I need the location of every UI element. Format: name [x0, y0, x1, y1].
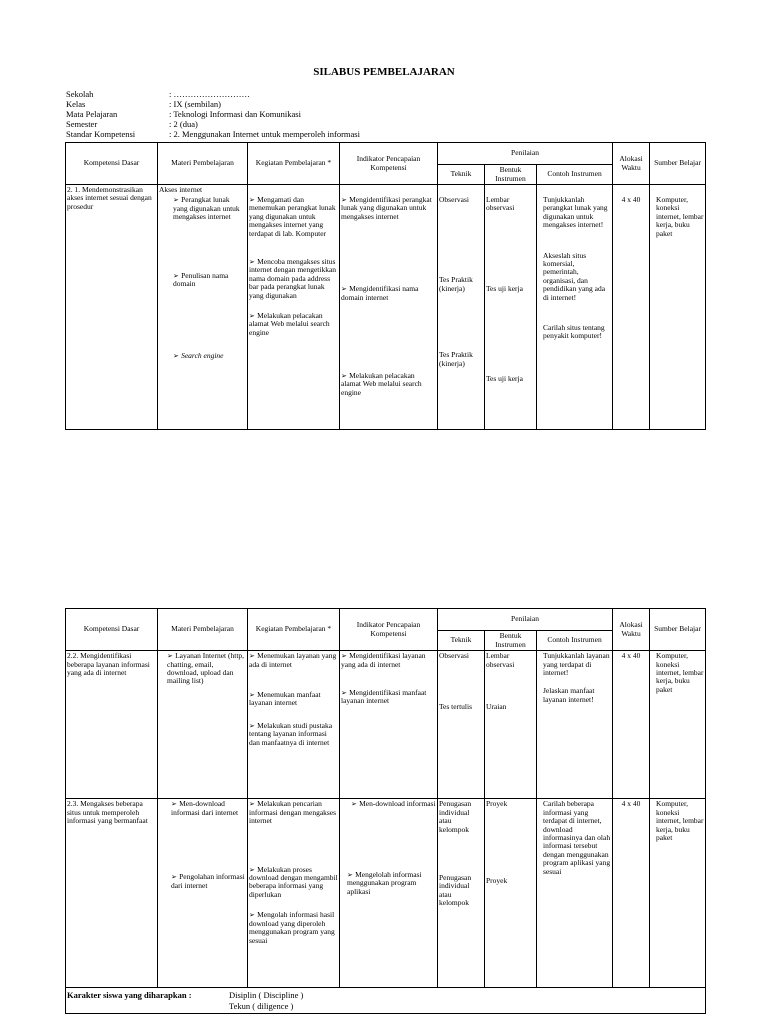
list-item: ➢ Melakukan pencarian informasi dengan mengakses internet: [249, 799, 337, 826]
syllabus-table-2: [65, 608, 706, 1014]
t2-r1-indikator: [340, 651, 438, 799]
t2-r2-sumber: Komputer, koneksi internet, lembar kerja, buku paket: [650, 799, 706, 987]
header-indikator: Indikator Pencapaian Kompetensi: [340, 609, 438, 651]
meta-semester: Semester : 2 (dua): [66, 119, 198, 129]
header-bentuk: Bentuk Instrumen: [485, 631, 537, 651]
list-item: ➢ Men-download informasi dari internet: [171, 799, 239, 817]
meta-sekolah: Sekolah : ………………………: [66, 89, 250, 99]
header-kd: Kompetensi Dasar: [66, 609, 158, 651]
list-item: ➢ Mengidentifikasi perangkat lunak yang digunakan untuk mengakses internet: [341, 195, 432, 221]
list-item: ➢ Mengidentifikasi layanan yang ada di internet: [341, 651, 426, 669]
arrow-bullet-icon: ➢: [341, 652, 350, 661]
syllabus-table-1: [65, 142, 706, 430]
header-kegiatan: Kegiatan Pembelajaran *: [248, 609, 340, 651]
list-item: ➢ Search engine: [173, 351, 224, 361]
t1-contoh: Tunjukkanlah perangkat lunak yang digunakan untuk mengakses internet! Akseslah situs komersial, pemerintah, organisasi, dan pendidikan yang ada di internet! Carilah situs tentang penyakit komputer!: [537, 185, 613, 430]
arrow-bullet-icon: ➢: [341, 372, 350, 381]
meta-mapel: Mata Pelajaran : Teknologi Informasi dan Komunikasi: [66, 109, 301, 119]
t1-teknik: Observasi Tes Praktik (kinerja) Tes Praktik (kinerja): [438, 185, 485, 430]
t2-r2-contoh: Carilah beberapa informasi yang terdapat di internet, download informasinya dan olah informasi tersebut dengan menggunakan program aplikasi yang sesuai: [537, 799, 613, 987]
list-item: ➢ Mengidentifikasi manfaat layanan internet: [341, 687, 427, 706]
arrow-bullet-icon: ➢: [249, 258, 258, 267]
arrow-bullet-icon: ➢: [173, 352, 182, 361]
arrow-bullet-icon: ➢: [249, 196, 258, 204]
list-item: ➢ Layanan Internet (http, chatting, email, download, upload dan mailing list): [167, 651, 245, 686]
t1-materi: Akses internet ➢ Perangkat lunak yang digunakan untuk mengakses internet ➢ Penulisan nama domain ➢ Search engine: [158, 185, 248, 430]
arrow-bullet-icon: ➢: [347, 870, 356, 879]
list-item: ➢ Mengelolah informasi menggunakan program aplikasi: [347, 869, 422, 896]
header-sumber: Sumber Belajar: [650, 143, 706, 185]
list-item: ➢ Mencoba mengakses situs internet dengan mengetikkan nama domain pada address bar pada perangkat lunak yang digunakan: [249, 257, 337, 300]
arrow-bullet-icon: ➢: [249, 721, 258, 730]
header-teknik: Teknik: [438, 165, 485, 185]
meta-block: [66, 89, 360, 139]
t2-r1-kegiatan: [248, 651, 340, 799]
arrow-bullet-icon: ➢: [249, 690, 258, 699]
t2-r2-indikator: [340, 799, 438, 987]
karakter-item: Disiplin ( Discipline ): [229, 989, 304, 1000]
list-item: ➢ Men-download informasi: [351, 799, 436, 809]
arrow-bullet-icon: ➢: [249, 911, 258, 920]
page-title: SILABUS PEMBELAJARAN: [313, 66, 455, 78]
list-item: ➢ Pengolahan informasi dari internet: [171, 872, 245, 890]
header-bentuk: Bentuk Instrumen: [485, 165, 537, 185]
list-item: ➢ Penulisan nama domain: [173, 270, 229, 289]
header-sumber: Sumber Belajar: [650, 609, 706, 651]
arrow-bullet-icon: ➢: [167, 652, 176, 661]
arrow-bullet-icon: ➢: [249, 865, 258, 874]
t2-r1-contoh: Tunjukkanlah layanan yang terdapat di internet! Jelaskan manfaat layanan internet!: [537, 651, 613, 799]
list-item: ➢ Mengidentifikasi nama domain internet: [341, 284, 419, 302]
arrow-bullet-icon: ➢: [341, 285, 350, 294]
t2-r1-alokasi: 4 x 40: [613, 651, 650, 799]
arrow-bullet-icon: ➢: [341, 688, 350, 697]
arrow-bullet-icon: ➢: [351, 800, 360, 809]
header-materi: Materi Pembelajaran: [158, 609, 248, 651]
t1-kd: 2. 1. Mendemonstrasikan akses internet sesuai dengan prosedur: [66, 185, 158, 430]
karakter-item: Tekun ( diligence ): [229, 1000, 294, 1011]
arrow-bullet-icon: ➢: [173, 196, 182, 205]
t2-r2-teknik: Penugasan individual atau kelompok Penugasan individual atau kelompok: [438, 799, 485, 987]
list-item: ➢ Mengolah informasi hasil download yang diperoleh menggunakan program yang sesuai: [249, 910, 335, 945]
arrow-bullet-icon: ➢: [341, 196, 350, 204]
header-alokasi: Alokasi Waktu: [613, 609, 650, 651]
header-contoh: Contoh Instrumen: [537, 165, 613, 185]
header-indikator: Indikator Pencapaian Kompetensi: [340, 143, 438, 185]
list-item: ➢ Menemukan layanan yang ada di internet: [249, 651, 337, 669]
karakter-label: Karakter siswa yang diharapkan :: [67, 989, 192, 1000]
list-item: ➢ Melakukan pelacakan alamat Web melalui search engine: [341, 371, 422, 397]
header-materi: Materi Pembelajaran: [158, 143, 248, 185]
list-item: ➢ Perangkat lunak yang digunakan untuk mengakses internet: [173, 195, 240, 222]
footer-row: [66, 987, 706, 1013]
t2-r2-alokasi: 4 x 40: [613, 799, 650, 987]
t2-r2-bentuk: Proyek Proyek: [485, 799, 537, 987]
arrow-bullet-icon: ➢: [171, 800, 180, 809]
header-kegiatan: Kegiatan Pembelajaran *: [248, 143, 340, 185]
t2-r1-sumber: Komputer, koneksi internet, lembar kerja, buku paket: [650, 651, 706, 799]
arrow-bullet-icon: ➢: [249, 312, 258, 321]
table-row: [66, 651, 706, 799]
list-item: ➢ Menemukan manfaat layanan internet: [249, 689, 321, 708]
t2-footer: [66, 987, 706, 1013]
list-item: ➢ Melakukan proses download dengan mengambil beberapa informasi yang diperlukan: [249, 864, 338, 899]
t2-r2-kegiatan: [248, 799, 340, 987]
t1-kegiatan: [248, 185, 340, 430]
arrow-bullet-icon: ➢: [249, 800, 258, 809]
t1-alokasi: 4 x 40: [613, 185, 650, 430]
arrow-bullet-icon: ➢: [249, 652, 258, 661]
t2-r1-teknik: Observasi Tes tertulis: [438, 651, 485, 799]
t1-indikator: [340, 185, 438, 430]
header-contoh: Contoh Instrumen: [537, 631, 613, 651]
list-item: ➢ Melakukan pelacakan alamat Web melalui search engine: [249, 311, 330, 337]
meta-kelas: Kelas : IX (sembilan): [66, 99, 221, 109]
meta-sk: Standar Kompetensi : 2. Menggunakan Internet untuk memperoleh informasi: [66, 129, 360, 139]
header-alokasi: Alokasi Waktu: [613, 143, 650, 185]
arrow-bullet-icon: ➢: [173, 271, 182, 280]
list-item: ➢ Mengamati dan menemukan perangkat lunak yang digunakan untuk mengakses internet yang terdapat di lab. Komputer: [249, 195, 336, 238]
header-kd: Kompetensi Dasar: [66, 143, 158, 185]
header-teknik: Teknik: [438, 631, 485, 651]
header-penilaian: Penilaian: [438, 143, 613, 165]
t2-r2-kd: 2.3. Mengakses beberapa situs untuk memperoleh informasi yang bermanfaat: [66, 799, 158, 987]
t2-r1-materi: [158, 651, 248, 799]
header-penilaian: Penilaian: [438, 609, 613, 631]
list-item: ➢ Melakukan studi pustaka tentang layanan informasi dan manfaatnya di internet: [249, 720, 333, 747]
arrow-bullet-icon: ➢: [171, 873, 180, 882]
t2-r1-kd: 2.2. Mengidentifikasi beberapa layanan informasi yang ada di internet: [66, 651, 158, 799]
t1-sumber: Komputer, koneksi internet, lembar kerja, buku paket: [650, 185, 706, 430]
t2-r1-bentuk: Lembar observasi Uraian: [485, 651, 537, 799]
t1-bentuk: Lembar observasi Tes uji kerja Tes uji kerja: [485, 185, 537, 430]
table-row: [66, 799, 706, 987]
t2-r2-materi: [158, 799, 248, 987]
